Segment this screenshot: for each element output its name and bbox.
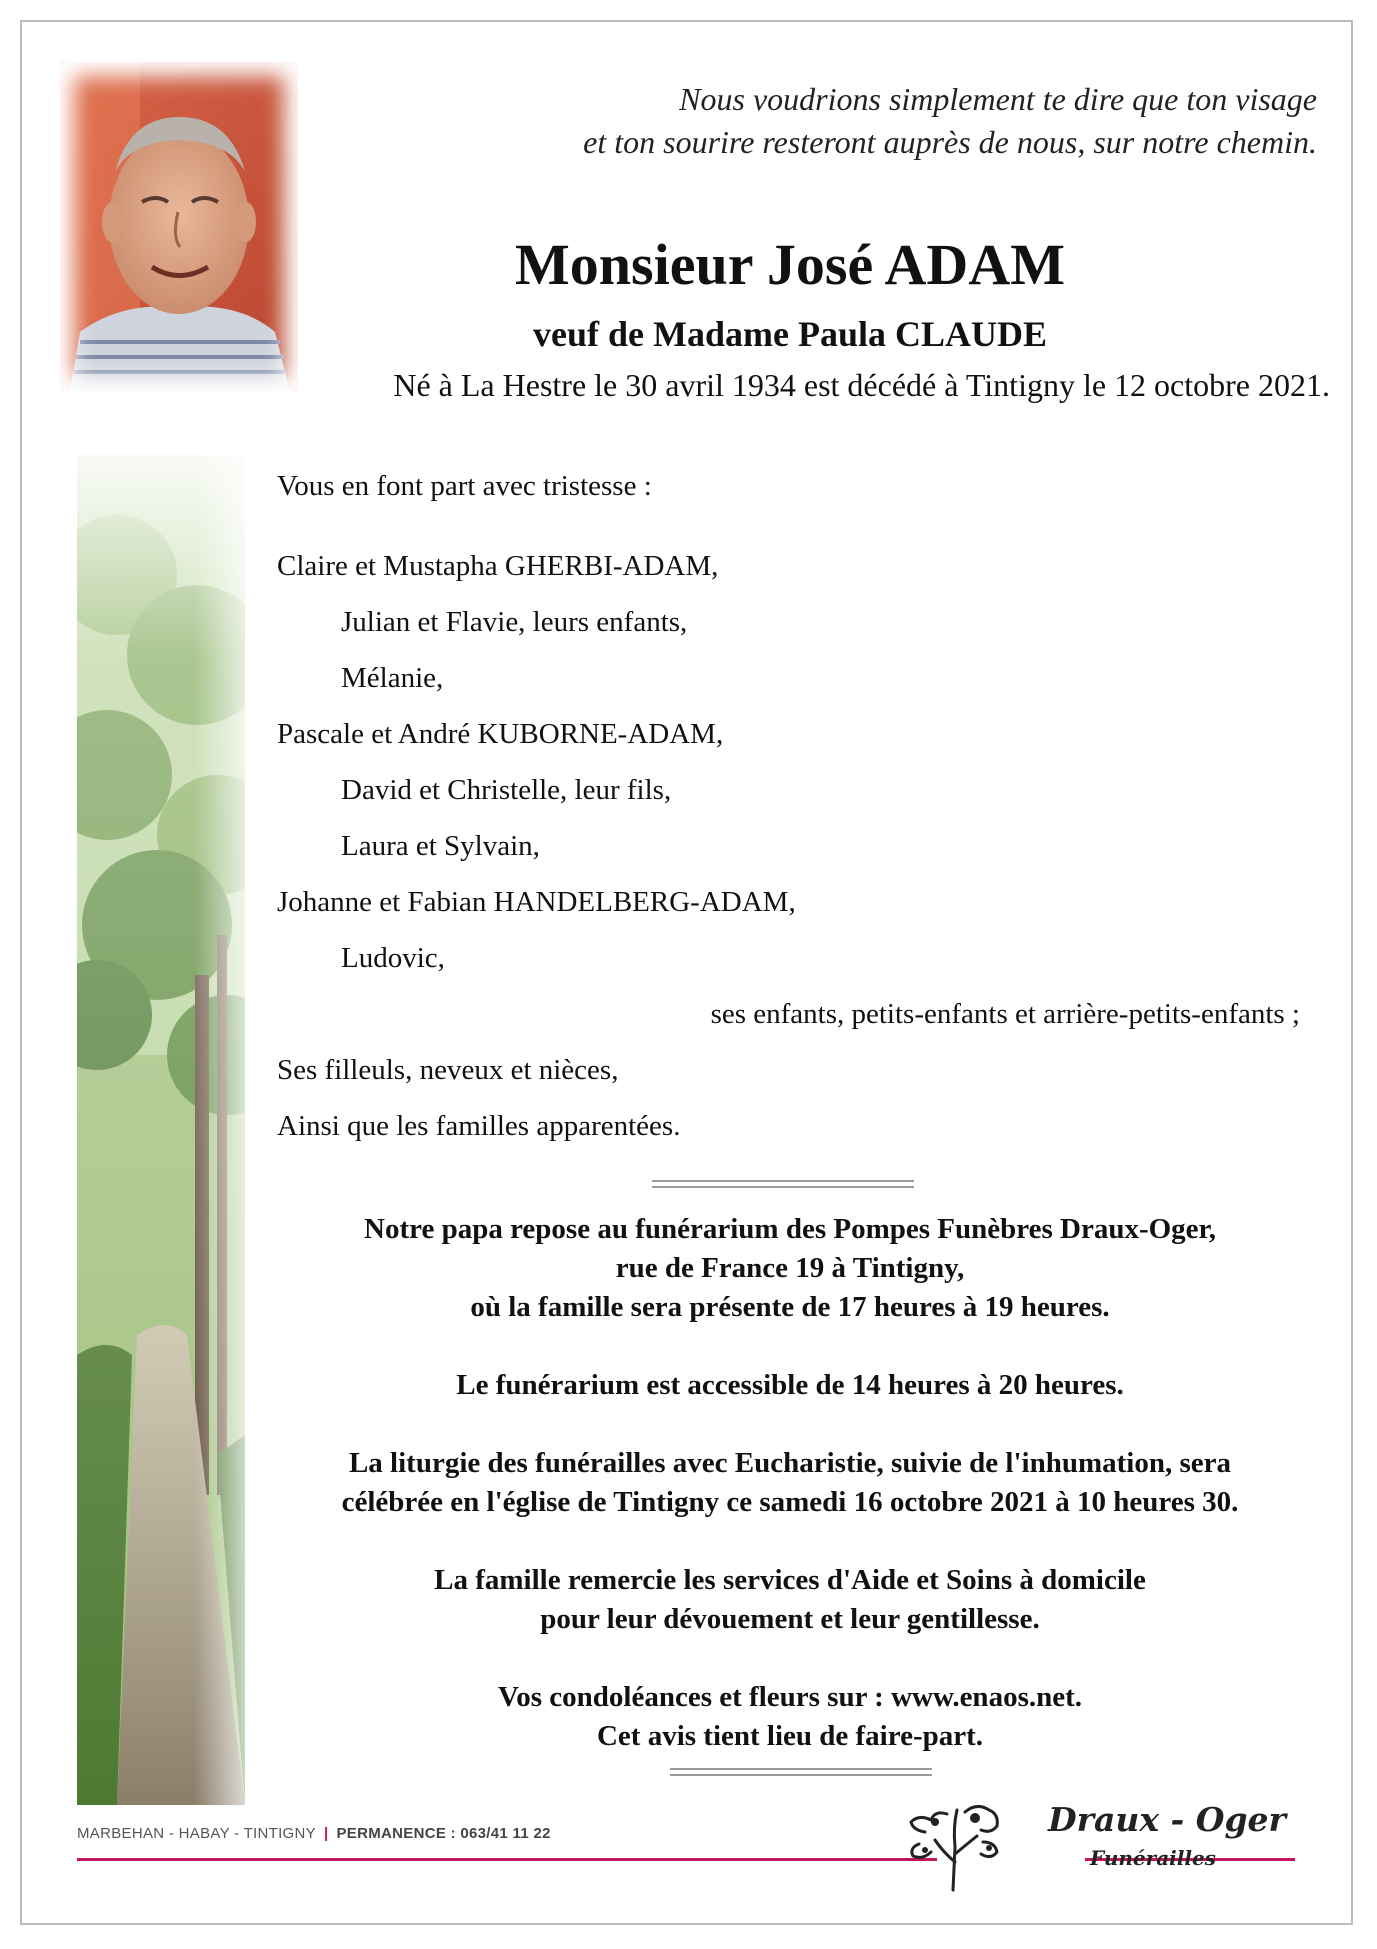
spouse-line: veuf de Madame Paula CLAUDE bbox=[533, 314, 1047, 354]
liturgy-paragraph bbox=[250, 1444, 1330, 1522]
family-line: Julian et Flavie, leurs enfants, bbox=[341, 606, 688, 638]
info-line: La famille remercie les services d'Aide et Soins à domicile bbox=[434, 1564, 1146, 1596]
info-line: Notre papa repose au funérarium des Pompes Funèbres Draux-Oger, bbox=[364, 1213, 1216, 1245]
footer-contact bbox=[77, 1825, 551, 1842]
info-line: Le funérarium est accessible de 14 heures à 20 heures. bbox=[456, 1369, 1124, 1401]
tree-logo-icon bbox=[905, 1792, 1005, 1892]
family-summary: ses enfants, petits-enfants et arrière-petits-enfants ; bbox=[710, 998, 1300, 1030]
portrait-photo bbox=[60, 62, 298, 392]
family-line: Ainsi que les familles apparentées. bbox=[277, 1110, 681, 1142]
info-line: Cet avis tient lieu de faire-part. bbox=[596, 1720, 984, 1752]
info-line: célébrée en l'église de Tintigny ce samedi 16 octobre 2021 à 10 heures 30. bbox=[341, 1486, 1239, 1518]
family-line: Ses filleuls, neveux et nièces, bbox=[277, 1054, 619, 1086]
forest-path-photo bbox=[77, 455, 245, 1805]
family-line: Laura et Sylvain, bbox=[341, 830, 540, 862]
family-line: David et Christelle, leur fils, bbox=[341, 774, 672, 806]
thanks-paragraph bbox=[250, 1561, 1330, 1639]
family-intro: Vous en font part avec tristesse : bbox=[277, 470, 652, 502]
footer-separator: | bbox=[323, 1825, 329, 1842]
footer-accent-line bbox=[77, 1858, 937, 1861]
family-line: Johanne et Fabian HANDELBERG-ADAM, bbox=[277, 886, 796, 918]
repose-paragraph bbox=[250, 1210, 1330, 1327]
family-line: Claire et Mustapha GHERBI-ADAM, bbox=[277, 550, 719, 582]
logo-subtitle: Funérailles bbox=[1090, 1846, 1216, 1870]
birth-death-line: Né à La Hestre le 30 avril 1934 est décédé à Tintigny le 12 octobre 2021. bbox=[393, 367, 1330, 403]
divider bbox=[652, 1180, 914, 1188]
family-line: Mélanie, bbox=[341, 662, 444, 694]
info-line: pour leur dévouement et leur gentillesse. bbox=[540, 1603, 1040, 1635]
practical-info bbox=[250, 1210, 1330, 1795]
hours-paragraph bbox=[250, 1366, 1330, 1405]
footer-permanence: PERMANENCE : 063/41 11 22 bbox=[336, 1825, 551, 1842]
divider bbox=[670, 1768, 932, 1776]
footer-locations: MARBEHAN - HABAY - TINTIGNY bbox=[77, 1825, 316, 1842]
info-line: La liturgie des funérailles avec Eucharistie, suivie de l'inhumation, sera bbox=[348, 1447, 1232, 1479]
deceased-name: Monsieur José ADAM bbox=[515, 232, 1065, 297]
quote bbox=[417, 78, 1317, 164]
info-line: où la famille sera présente de 17 heures à 19 heures. bbox=[470, 1291, 1110, 1323]
logo-name: Draux - Oger bbox=[1048, 1800, 1286, 1839]
condolences-link[interactable]: Vos condoléances et fleurs sur : www.enaos.net. bbox=[497, 1681, 1083, 1713]
condolences-paragraph bbox=[250, 1678, 1330, 1756]
family-line: Pascale et André KUBORNE-ADAM, bbox=[277, 718, 724, 750]
quote-line-1: Nous voudrions simplement te dire que ton visage bbox=[679, 81, 1317, 117]
quote-line-2: et ton sourire resteront auprès de nous, sur notre chemin. bbox=[583, 124, 1317, 160]
info-line: rue de France 19 à Tintigny, bbox=[615, 1252, 965, 1284]
family-line: Ludovic, bbox=[341, 942, 445, 974]
